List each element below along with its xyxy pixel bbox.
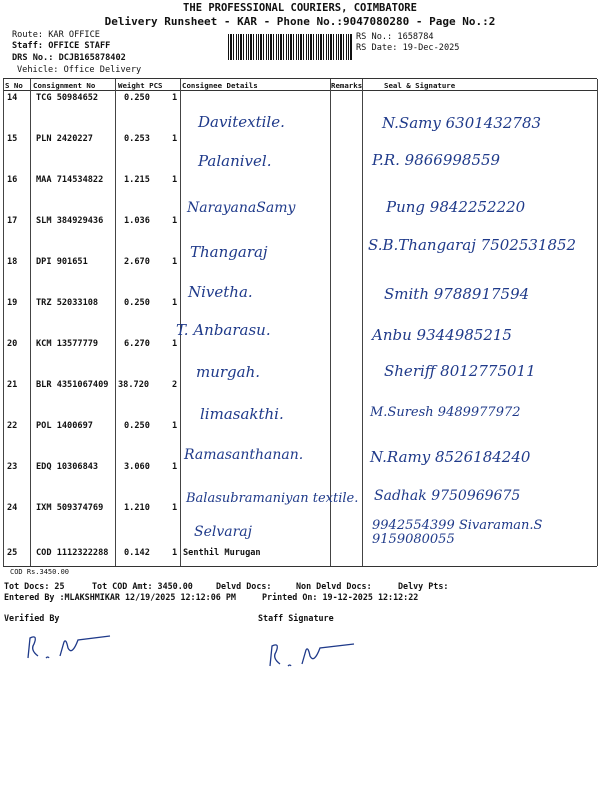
handwritten-consignee: Selvaraj xyxy=(194,524,252,540)
handwritten-signature: Anbu 9344985215 xyxy=(372,326,512,344)
col-header-seal: Seal & Signature xyxy=(384,81,456,90)
row-consignment: MAA 714534822 xyxy=(36,175,104,185)
row-sno: 15 xyxy=(7,134,18,144)
row-pcs: 1 xyxy=(172,548,178,558)
row-sno: 16 xyxy=(7,175,18,185)
row-weight: 2.670 xyxy=(124,257,150,267)
handwritten-signature: Sheriff 8012775011 xyxy=(384,362,536,380)
non-delivered-docs: Non Delvd Docs: xyxy=(296,581,372,591)
header-bottom-border xyxy=(3,90,597,91)
handwritten-consignee: Balasubramaniyan textile. xyxy=(186,491,359,506)
total-cod-amount: Tot COD Amt: 3450.00 xyxy=(92,581,193,591)
delivered-docs: Delvd Docs: xyxy=(216,581,272,591)
row-weight: 0.250 xyxy=(124,421,150,431)
row-pcs: 1 xyxy=(172,462,178,472)
row-weight: 1.036 xyxy=(124,216,150,226)
row-sno: 25 xyxy=(7,548,18,558)
runsheet-subtitle: Delivery Runsheet - KAR - Phone No.:9047080280 - Page No.:2 xyxy=(104,15,496,28)
handwritten-consignee: limasakthi. xyxy=(200,405,284,423)
barcode-image xyxy=(228,34,352,60)
row-sno: 18 xyxy=(7,257,18,267)
col-header-consignment: Consignment No xyxy=(33,81,96,90)
row-pcs: 1 xyxy=(172,421,178,431)
handwritten-signature: P.R. 9866998559 xyxy=(372,151,501,169)
col-header-weight-pcs: Weight PCS xyxy=(118,81,163,90)
vehicle-label: Vehicle: Office Delivery xyxy=(17,65,142,75)
col-header-remarks: Remarks xyxy=(331,81,363,90)
row-pcs: 1 xyxy=(172,298,178,308)
handwritten-consignee: T. Anbarasu. xyxy=(176,321,271,339)
handwritten-signature: Sadhak 9750969675 xyxy=(374,488,521,504)
row-sno: 21 xyxy=(7,380,18,390)
handwritten-consignee: Thangaraj xyxy=(190,243,268,261)
handwritten-signature: N.Samy 6301432783 xyxy=(382,114,542,132)
handwritten-consignee: Nivetha. xyxy=(188,283,253,301)
staff-label: Staff: OFFICE STAFF xyxy=(12,41,111,51)
row-consignee-printed: Senthil Murugan xyxy=(183,548,261,558)
row-consignment: IXM 509374769 xyxy=(36,503,104,513)
col-divider xyxy=(3,79,4,566)
row-sno: 19 xyxy=(7,298,18,308)
entered-by: Entered By :MLAKSHMIKAR 12/19/2025 12:12:06 PM xyxy=(4,592,236,602)
handwritten-consignee: NarayanaSamy xyxy=(187,200,296,216)
handwritten-consignee: Ramasanthanan. xyxy=(184,447,304,463)
row-weight: 3.060 xyxy=(124,462,150,472)
verified-signature-scrawl xyxy=(20,628,120,668)
row-weight: 0.253 xyxy=(124,134,150,144)
drs-number: DRS No.: DCJB165878402 xyxy=(12,53,126,63)
row-pcs: 1 xyxy=(172,93,178,103)
handwritten-signature: Smith 9788917594 xyxy=(384,285,530,303)
row-weight: 1.215 xyxy=(124,175,150,185)
rs-date: RS Date: 19-Dec-2025 xyxy=(356,43,460,53)
row-pcs: 1 xyxy=(172,134,178,144)
cod-amount-label: COD Rs.3450.00 xyxy=(10,568,70,576)
row-consignment: TRZ 52033108 xyxy=(36,298,99,308)
row-weight: 0.142 xyxy=(124,548,150,558)
row-weight: 0.250 xyxy=(124,93,150,103)
table-top-border xyxy=(3,78,597,79)
row-consignment: PLN 2420227 xyxy=(36,134,93,144)
staff-signature-label: Staff Signature xyxy=(258,613,334,623)
staff-signature-scrawl xyxy=(262,634,362,674)
row-consignment: BLR 4351067409 xyxy=(36,380,109,390)
handwritten-consignee: Davitextile. xyxy=(198,113,285,131)
row-consignment: TCG 50984652 xyxy=(36,93,99,103)
row-sno: 24 xyxy=(7,503,18,513)
rs-number: RS No.: 1658784 xyxy=(356,32,434,42)
row-pcs: 1 xyxy=(172,339,178,349)
row-weight: 6.270 xyxy=(124,339,150,349)
handwritten-signature: N.Ramy 8526184240 xyxy=(370,448,531,466)
printed-on: Printed On: 19-12-2025 12:12:22 xyxy=(262,592,419,602)
row-pcs: 1 xyxy=(172,257,178,267)
row-consignment: EDQ 10306843 xyxy=(36,462,99,472)
row-pcs: 1 xyxy=(172,503,178,513)
handwritten-signature: 9942554399 Sivaraman.S 9159080055 xyxy=(372,518,543,547)
col-header-sno: S No xyxy=(5,81,23,90)
row-consignment: SLM 384929436 xyxy=(36,216,104,226)
row-consignment: POL 1400697 xyxy=(36,421,93,431)
table-bottom-border xyxy=(3,566,597,567)
row-weight: 38.720 xyxy=(118,380,150,390)
row-weight: 0.250 xyxy=(124,298,150,308)
row-consignment: DPI 901651 xyxy=(36,257,88,267)
handwritten-signature: S.B.Thangaraj 7502531852 xyxy=(368,236,577,254)
col-divider xyxy=(597,79,598,566)
row-weight: 1.210 xyxy=(124,503,150,513)
row-sno: 14 xyxy=(7,93,18,103)
row-pcs: 2 xyxy=(172,380,178,390)
handwritten-signature: M.Suresh 9489977972 xyxy=(370,405,521,420)
total-docs: Tot Docs: 25 xyxy=(4,581,65,591)
row-sno: 22 xyxy=(7,421,18,431)
col-divider xyxy=(362,79,363,566)
row-sno: 17 xyxy=(7,216,18,226)
col-header-consignee: Consignee Details xyxy=(182,81,258,90)
row-sno: 23 xyxy=(7,462,18,472)
handwritten-consignee: murgah. xyxy=(196,363,261,381)
handwritten-signature: Pung 9842252220 xyxy=(386,198,526,216)
row-consignment: KCM 13577779 xyxy=(36,339,99,349)
company-title: THE PROFESSIONAL COURIERS, COIMBATORE xyxy=(183,2,417,14)
col-divider xyxy=(30,79,31,566)
handwritten-consignee: Palanivel. xyxy=(198,152,272,170)
row-pcs: 1 xyxy=(172,216,178,226)
verified-by-label: Verified By xyxy=(4,613,60,623)
row-consignment: COD 1112322288 xyxy=(36,548,109,558)
route-label: Route: KAR OFFICE xyxy=(12,30,100,40)
col-divider xyxy=(115,79,116,566)
delivery-points: Delvy Pts: xyxy=(398,581,449,591)
row-pcs: 1 xyxy=(172,175,178,185)
row-sno: 20 xyxy=(7,339,18,349)
